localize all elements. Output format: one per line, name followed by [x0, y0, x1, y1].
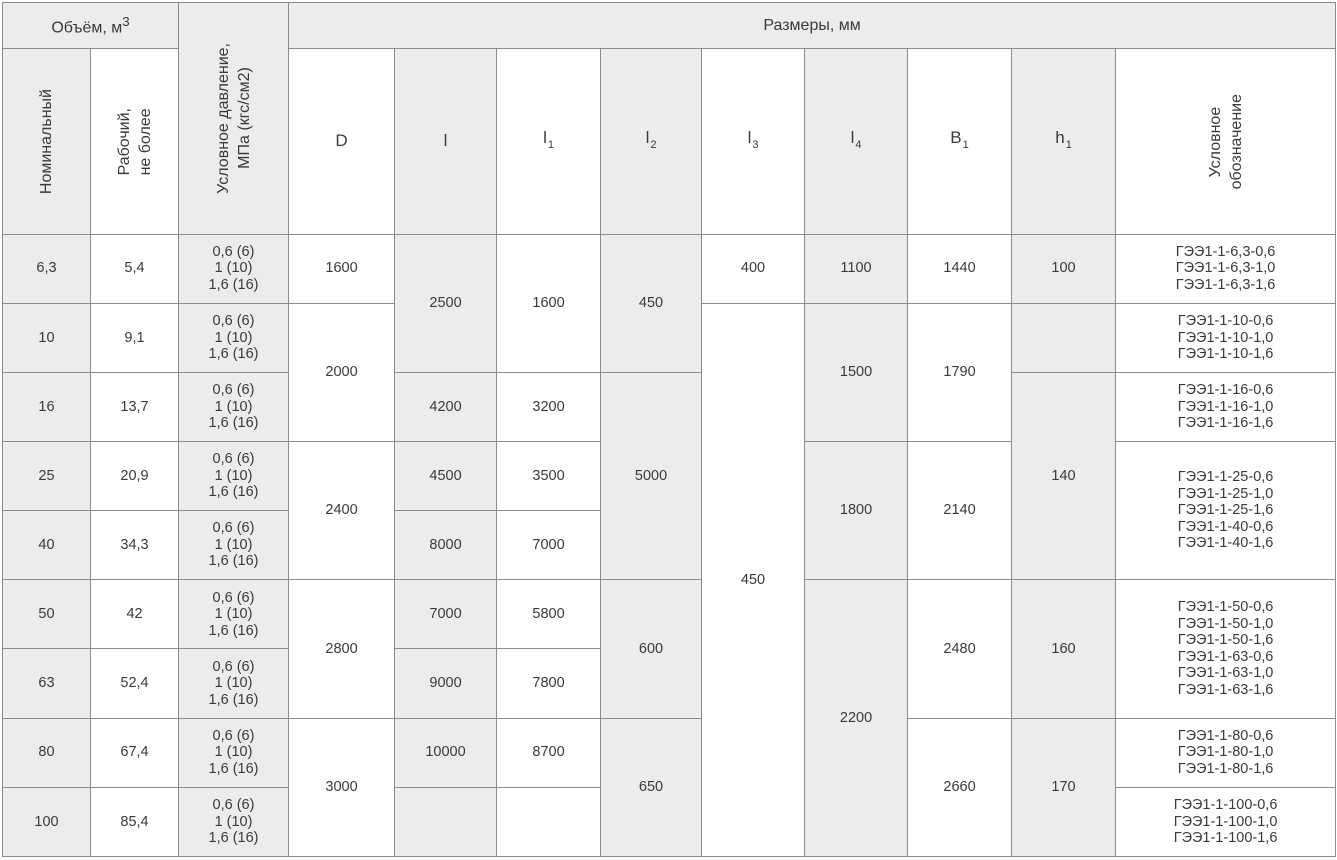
- l2-cell: 450: [601, 234, 702, 372]
- l4-header-sub: 4: [855, 138, 862, 151]
- nominal-cell: 63: [3, 649, 91, 718]
- designation-header-line-1: Условное: [1206, 105, 1224, 177]
- working-cell: 20,9: [91, 441, 179, 510]
- working-header-line-1: Рабочий,: [115, 107, 133, 175]
- l-cell: 9000: [395, 649, 497, 718]
- l4-cell: 1800: [805, 441, 908, 579]
- B1-header-sub: 1: [962, 138, 969, 151]
- pressure-cell: [179, 718, 289, 787]
- designation-line: ГЭЭ1-1-10-1,0: [1177, 329, 1274, 346]
- pressure-line: 0,6 (6): [212, 658, 255, 675]
- pressure-line: 0,6 (6): [212, 589, 255, 606]
- designation-line: ГЭЭ1-1-16-1,6: [1177, 415, 1274, 432]
- pressure-line: 0,6 (6): [212, 313, 255, 329]
- B1-cell: 1440: [908, 234, 1012, 303]
- l1-header: [497, 49, 601, 234]
- D-cell: 3000: [289, 718, 395, 856]
- pressure-cell: [179, 580, 289, 649]
- pressure-header-line-1: Условное давление,: [214, 42, 232, 194]
- D-cell: 1600: [289, 234, 395, 303]
- h1-header: [1012, 49, 1116, 234]
- specs-table: [2, 2, 1336, 857]
- designation-cell: [1116, 718, 1336, 787]
- designation-line: ГЭЭ1-1-25-0,6: [1177, 469, 1274, 486]
- nominal-cell: 50: [3, 580, 91, 649]
- l-cell: 8000: [395, 511, 497, 580]
- designation-line: ГЭЭ1-1-50-1,0: [1177, 615, 1274, 632]
- l-cell: 2500: [395, 234, 497, 372]
- designation-cell: [1116, 372, 1336, 441]
- pressure-line: 1,6 (16): [208, 830, 259, 847]
- B1-cell: 2140: [908, 441, 1012, 579]
- l-cell: 4200: [395, 372, 497, 441]
- sizes-header: Размеры, мм: [289, 3, 1336, 49]
- l4-header-text: l: [850, 127, 855, 147]
- l-cell-empty: [395, 787, 497, 856]
- nominal-cell: 40: [3, 511, 91, 580]
- l3-header-sub: 3: [752, 138, 759, 151]
- pressure-line: 1,6 (16): [208, 760, 259, 777]
- pressure-line: 1 (10): [214, 260, 253, 277]
- l3-cell: 400: [702, 234, 805, 303]
- l1-cell: 3200: [497, 372, 601, 441]
- pressure-line: 1 (10): [214, 536, 253, 553]
- designation-header: [1116, 49, 1336, 234]
- designation-line: ГЭЭ1-1-50-0,6: [1177, 599, 1274, 616]
- working-cell: 85,4: [91, 787, 179, 856]
- designation-line: ГЭЭ1-1-80-0,6: [1177, 727, 1274, 744]
- nominal-cell: 100: [3, 787, 91, 856]
- l1-header-sub: 1: [547, 138, 554, 151]
- pressure-line: 0,6 (6): [212, 243, 255, 260]
- designation-cell: [1116, 441, 1336, 579]
- pressure-line: 1 (10): [214, 398, 253, 415]
- working-cell: 5,4: [91, 234, 179, 303]
- designation-line: ГЭЭ1-1-6,3-1,6: [1175, 276, 1276, 293]
- l2-header-sub: 2: [650, 138, 657, 151]
- l2-header-text: l: [645, 127, 650, 147]
- l1-cell: 5800: [497, 580, 601, 649]
- pressure-line: 1,6 (16): [208, 276, 259, 293]
- designation-line: ГЭЭ1-1-80-1,0: [1177, 744, 1274, 761]
- volume-header-text: Объём, м: [51, 19, 123, 37]
- nominal-cell: 6,3: [3, 234, 91, 303]
- pressure-line: 0,6 (6): [212, 520, 255, 537]
- pressure-header: [179, 3, 289, 235]
- designation-line: ГЭЭ1-1-16-0,6: [1177, 382, 1274, 399]
- table-row: [3, 580, 1336, 649]
- pressure-cell: [179, 303, 289, 372]
- B1-header: [908, 49, 1012, 234]
- designation-line: ГЭЭ1-1-63-0,6: [1177, 648, 1274, 665]
- h1-cell-empty: [1012, 303, 1116, 372]
- nominal-header: [3, 49, 91, 234]
- designation-cell: [1116, 787, 1336, 856]
- l1-cell: 7000: [497, 511, 601, 580]
- designation-line: ГЭЭ1-1-16-1,0: [1177, 398, 1274, 415]
- pressure-header-line-2: МПа (кгс/см2): [235, 67, 253, 170]
- l1-cell: 8700: [497, 718, 601, 787]
- pressure-line: 0,6 (6): [212, 797, 255, 814]
- h1-cell: 100: [1012, 234, 1116, 303]
- pressure-line: 0,6 (6): [212, 382, 255, 399]
- working-cell: 42: [91, 580, 179, 649]
- pressure-line: 1,6 (16): [208, 415, 259, 432]
- pressure-line: 1 (10): [214, 675, 253, 692]
- l2-cell: 600: [601, 580, 702, 718]
- pressure-cell: [179, 511, 289, 580]
- volume-header-unit-sup: 3: [122, 14, 130, 30]
- designation-line: ГЭЭ1-1-50-1,6: [1177, 632, 1274, 649]
- l-cell: 10000: [395, 718, 497, 787]
- working-header-line-2: не более: [136, 107, 154, 175]
- pressure-line: 1,6 (16): [208, 553, 259, 570]
- pressure-line: 1 (10): [214, 813, 253, 830]
- volume-header: [3, 3, 179, 49]
- pressure-line: 1,6 (16): [208, 346, 259, 362]
- l-header: l: [395, 49, 497, 234]
- pressure-line: 1 (10): [214, 467, 253, 484]
- working-cell: 52,4: [91, 649, 179, 718]
- l1-header-text: l: [543, 127, 547, 147]
- designation-line: ГЭЭ1-1-10-1,6: [1177, 346, 1274, 362]
- pressure-cell: [179, 649, 289, 718]
- working-header: [91, 49, 179, 234]
- B1-cell: 2480: [908, 580, 1012, 718]
- nominal-cell: 10: [3, 303, 91, 372]
- pressure-line: 1 (10): [214, 744, 253, 761]
- l4-cell: 1500: [805, 303, 908, 441]
- designation-cell: [1116, 303, 1336, 372]
- designation-line: ГЭЭ1-1-25-1,6: [1177, 502, 1274, 519]
- h1-header-text: h: [1055, 127, 1065, 147]
- designation-line: ГЭЭ1-1-6,3-0,6: [1175, 243, 1276, 260]
- table-row: [3, 718, 1336, 787]
- pressure-cell: [179, 234, 289, 303]
- l2-cell: 650: [601, 718, 702, 856]
- designation-line: ГЭЭ1-1-100-1,0: [1173, 813, 1278, 830]
- designation-line: ГЭЭ1-1-40-1,6: [1177, 535, 1274, 552]
- B1-cell: 1790: [908, 303, 1012, 441]
- pressure-cell: [179, 372, 289, 441]
- designation-line: ГЭЭ1-1-100-0,6: [1173, 797, 1278, 814]
- working-cell: 34,3: [91, 511, 179, 580]
- working-cell: 13,7: [91, 372, 179, 441]
- l-cell: 4500: [395, 441, 497, 510]
- h1-header-sub: 1: [1065, 138, 1072, 151]
- D-cell: 2800: [289, 580, 395, 718]
- designation-line: ГЭЭ1-1-80-1,6: [1177, 760, 1274, 777]
- designation-cell: [1116, 234, 1336, 303]
- pressure-cell: [179, 441, 289, 510]
- l1-cell: 1600: [497, 234, 601, 372]
- l2-cell: 5000: [601, 372, 702, 579]
- nominal-cell: 25: [3, 441, 91, 510]
- l2-header: [601, 49, 702, 234]
- designation-line: ГЭЭ1-1-100-1,6: [1173, 830, 1278, 847]
- pressure-line: 1,6 (16): [208, 622, 259, 639]
- designation-line: ГЭЭ1-1-25-1,0: [1177, 485, 1274, 502]
- designation-header-line-2: обозначение: [1227, 93, 1245, 189]
- nominal-cell: 80: [3, 718, 91, 787]
- B1-header-text: B: [950, 127, 962, 147]
- l-cell: 7000: [395, 580, 497, 649]
- designation-cell: [1116, 580, 1336, 718]
- pressure-cell: [179, 787, 289, 856]
- table-row: [3, 234, 1336, 303]
- pressure-line: 1,6 (16): [208, 484, 259, 501]
- working-cell: 9,1: [91, 303, 179, 372]
- l1-cell-empty: [497, 787, 601, 856]
- l1-cell: 3500: [497, 441, 601, 510]
- l3-header: [702, 49, 805, 234]
- l4-header: [805, 49, 908, 234]
- table-row: [3, 372, 1336, 441]
- B1-cell: 2660: [908, 718, 1012, 856]
- pressure-line: 1 (10): [214, 329, 253, 346]
- pressure-line: 0,6 (6): [212, 727, 255, 744]
- nominal-cell: 16: [3, 372, 91, 441]
- l3-header-text: l: [747, 127, 752, 147]
- l4-cell: 1100: [805, 234, 908, 303]
- l3-cell: 450: [702, 303, 805, 856]
- h1-cell: 170: [1012, 718, 1116, 856]
- designation-line: ГЭЭ1-1-10-0,6: [1177, 313, 1274, 329]
- designation-line: ГЭЭ1-1-63-1,0: [1177, 665, 1274, 682]
- pressure-line: 0,6 (6): [212, 451, 255, 468]
- l4-cell: 2200: [805, 580, 908, 857]
- D-cell: 2400: [289, 441, 395, 579]
- designation-line: ГЭЭ1-1-40-0,6: [1177, 518, 1274, 535]
- designation-line: ГЭЭ1-1-63-1,6: [1177, 681, 1274, 698]
- h1-cell: 140: [1012, 372, 1116, 579]
- D-header: D: [289, 49, 395, 234]
- D-cell: 2000: [289, 303, 395, 441]
- pressure-line: 1,6 (16): [208, 691, 259, 708]
- h1-cell: 160: [1012, 580, 1116, 718]
- working-cell: 67,4: [91, 718, 179, 787]
- designation-line: ГЭЭ1-1-6,3-1,0: [1175, 260, 1276, 277]
- pressure-line: 1 (10): [214, 606, 253, 623]
- nominal-header-text: Номинальный: [38, 88, 55, 194]
- l1-cell: 7800: [497, 649, 601, 718]
